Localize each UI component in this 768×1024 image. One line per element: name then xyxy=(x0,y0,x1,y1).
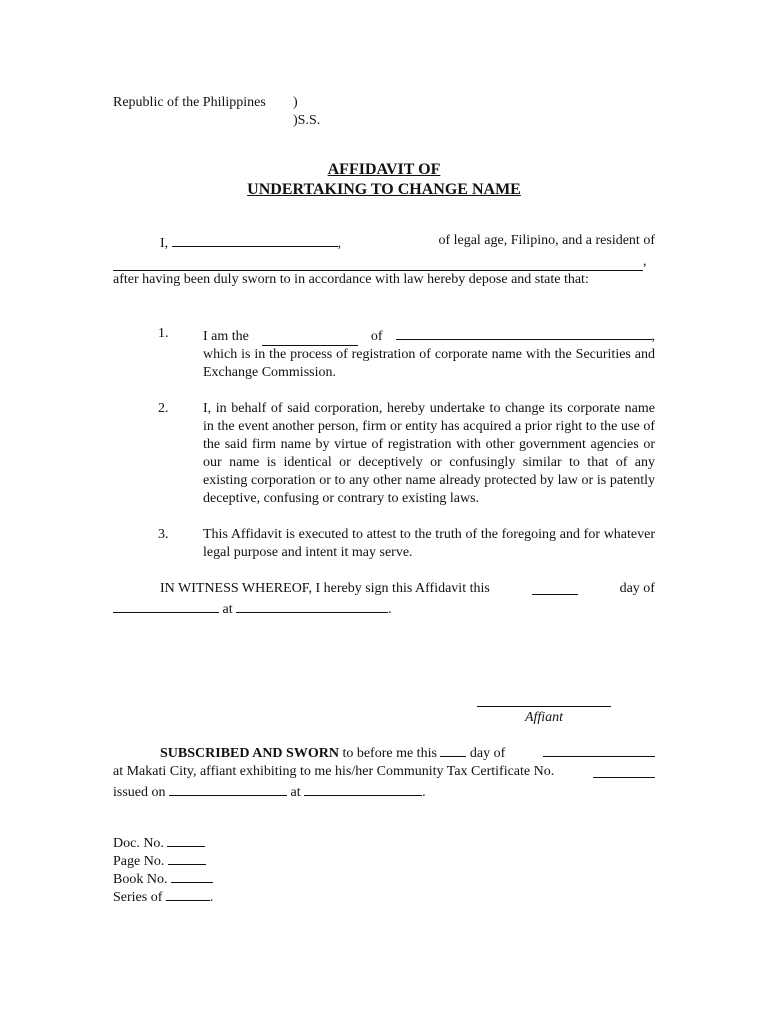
jurat-day-blank[interactable] xyxy=(440,742,466,757)
position-blank[interactable] xyxy=(262,331,358,346)
jurisdiction-text: Republic of the Philippines xyxy=(113,95,266,110)
title-line-1: AFFIDAVIT OF xyxy=(327,161,441,178)
witness-day-of: day of xyxy=(619,581,655,596)
item-1-of: of xyxy=(370,329,383,344)
witness-month-blank[interactable] xyxy=(113,598,219,613)
item-number: 3. xyxy=(158,527,169,542)
residence-blank[interactable] xyxy=(113,256,643,271)
affiant-signature-block xyxy=(474,692,614,727)
jurat-line-2: at Makati City, affiant exhibiting to me his/her Community Tax Certificate No. xyxy=(113,764,555,779)
affiant-label: Affiant xyxy=(524,710,564,725)
title-line-2: UNDERTAKING TO CHANGE NAME xyxy=(247,181,521,198)
ctc-number-blank[interactable] xyxy=(593,763,655,778)
witness-at: at xyxy=(222,602,233,617)
affidavit-document xyxy=(113,94,655,905)
jurat-paragraph: SUBSCRIBED AND SWORN to before me this day of at Makati City, affiant exhibiting to me his/her Community Tax Certificate No. issued on at . xyxy=(113,742,655,802)
doc-no-label: Doc. No. xyxy=(113,836,164,851)
jurat-issued-on: issued on xyxy=(113,785,166,800)
jurat-at: at xyxy=(290,785,301,800)
intro-paragraph xyxy=(113,232,655,289)
list-item xyxy=(113,400,655,508)
intro-line-1: I, , of legal age, Filipino, and a resident of xyxy=(160,233,655,251)
list-item: 1. I am the of , which is in the process of registration of corporate name with the Securities and Exchange Commission. xyxy=(158,326,655,380)
book-no-blank[interactable] xyxy=(171,868,213,883)
item-1-am-the: I am the xyxy=(203,329,249,344)
list-item xyxy=(113,526,655,562)
witness-paragraph: IN WITNESS WHEREOF, I hereby sign this Affidavit this day of at . xyxy=(113,580,655,619)
intro-line-2: , xyxy=(113,253,655,271)
statement-list xyxy=(113,325,655,562)
jurat-bold: SUBSCRIBED AND SWORN xyxy=(160,746,339,761)
jurat-day-of: day of xyxy=(469,746,506,761)
ss-row xyxy=(113,112,655,130)
intro-legal-age: of legal age, Filipino, and a resident of xyxy=(438,233,655,248)
witness-text: IN WITNESS WHEREOF, I hereby sign this Affidavit this xyxy=(160,581,490,596)
witness-place-blank[interactable] xyxy=(236,598,388,613)
intro-i: I, xyxy=(160,236,169,251)
page-no-blank[interactable] xyxy=(168,850,206,865)
jurat-rest: to before me this xyxy=(342,746,437,761)
item-1-rest: which is in the process of registration of corporate name with the Securities and Exchange Commission. xyxy=(203,347,655,380)
jurat-month-blank[interactable] xyxy=(543,742,655,757)
venue-paren: ) xyxy=(293,95,298,110)
ss-text: )S.S. xyxy=(293,113,321,128)
item-2-text: I, in behalf of said corporation, hereby undertake to change its corporate name in the event another person, firm or entity has acquired a prior right to the use of the said firm name by virtue of registration with other government agencies or our name is identical or deceptively or confusingly similar to that of any existing corporation or to any other name already protected by law or is patently deceptive, confusing or contrary to existing laws. xyxy=(203,401,655,506)
series-blank[interactable] xyxy=(166,886,210,901)
book-no-label: Book No. xyxy=(113,872,168,887)
series-label: Series of xyxy=(113,890,163,905)
item-3-text: This Affidavit is executed to attest to the truth of the foregoing and for whatever legal purpose and intent it may serve. xyxy=(203,527,655,560)
affiant-signature-line[interactable] xyxy=(477,692,611,707)
doc-no-blank[interactable] xyxy=(167,832,205,847)
notarial-register-block: Doc. No. Page No. Book No. Series of . xyxy=(113,832,213,904)
witness-day-blank[interactable] xyxy=(532,580,578,595)
venue-header xyxy=(113,94,655,112)
ctc-place-blank[interactable] xyxy=(304,781,422,796)
corporation-name-blank[interactable] xyxy=(396,325,652,340)
item-number: 2. xyxy=(158,401,169,416)
affiant-name-blank[interactable] xyxy=(172,232,338,247)
page-no-label: Page No. xyxy=(113,854,165,869)
document-title xyxy=(113,160,655,200)
item-number: 1. xyxy=(158,326,169,341)
intro-sworn-text: after having been duly sworn to in accordance with law hereby depose and state that: xyxy=(113,272,589,287)
ctc-date-blank[interactable] xyxy=(169,781,287,796)
